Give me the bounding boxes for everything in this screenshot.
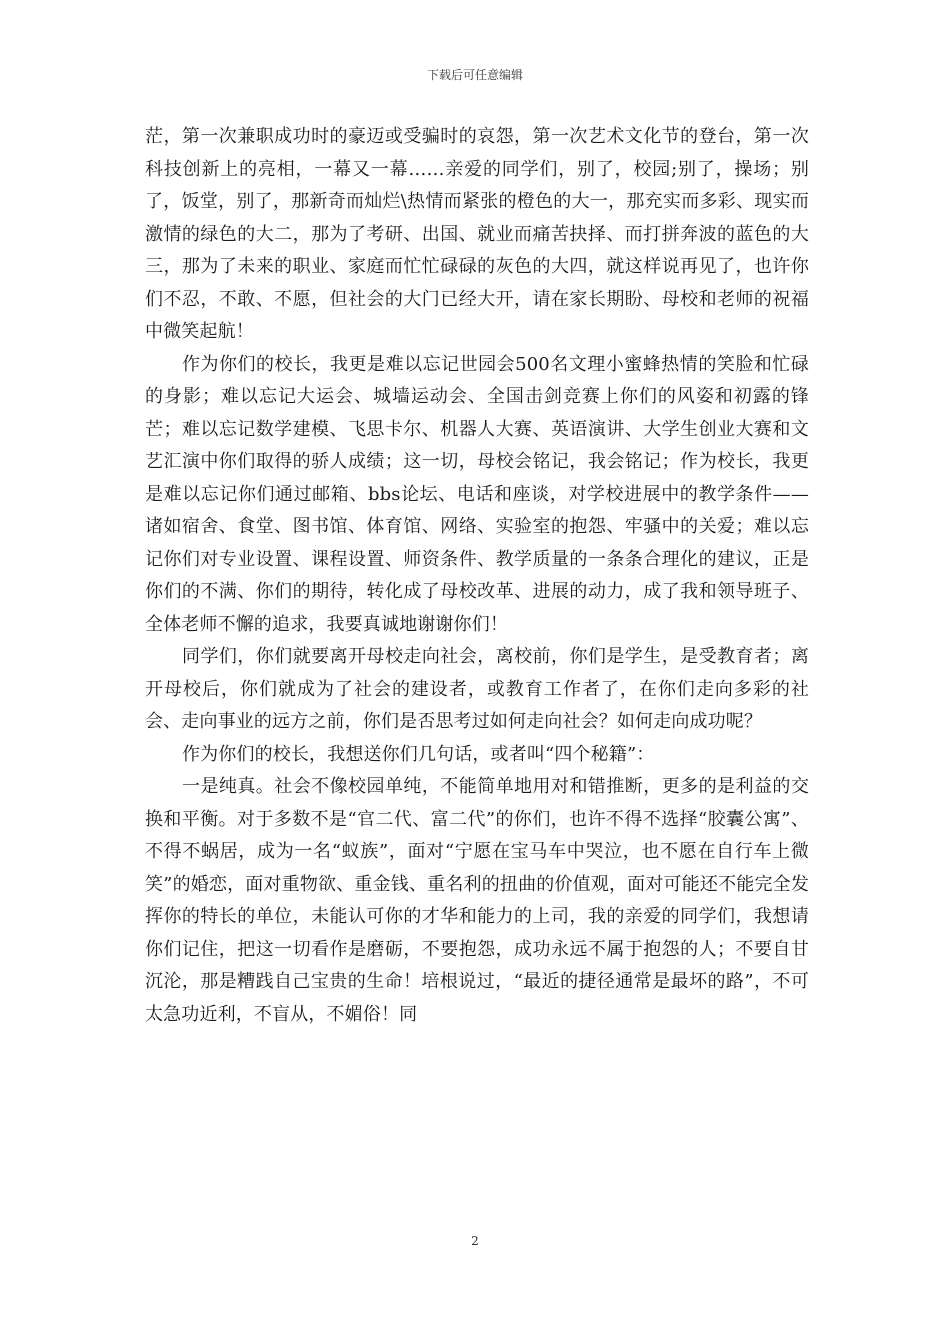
paragraph-2: 作为你们的校长，我更是难以忘记世园会500名文理小蜜蜂热情的笑脸和忙碌的身影；难以忘记大运会、城墙运动会、全国击剑竞赛上你们的风姿和初露的锋芒；难以忘记数学建模、飞思卡尔、机器人大赛、英语演讲、大学生创业大赛和文艺汇演中你们取得的骄人成绩；这一切，母校会铭记，我会铭记；作为校长，我更是难以忘记你们通过邮箱、bbs论坛、电话和座谈，对学校进展中的教学条件——诸如宿舍、食堂、图书馆、体育馆、网络、实验室的抱怨、牢骚中的关爱；难以忘记你们对专业设置、课程设置、师资条件、教学质量的一条条合理化的建议，正是你们的不满、你们的期待，转化成了母校改革、进展的动力，成了我和领导班子、全体老师不懈的追求，我要真诚地谢谢你们！ bbox=[145, 353, 809, 635]
page-header: 下载后可任意编辑 bbox=[426, 68, 523, 82]
document-body bbox=[145, 121, 809, 1031]
paragraph-3: 同学们，你们就要离开母校走向社会，离校前，你们是学生，是受教育者；离开母校后，你们就成为了社会的建设者，或教育工作者了，在你们走向多彩的社会、走向事业的远方之前，你们是否思考过如何走向社会？如何走向成功呢？ bbox=[145, 646, 809, 732]
paragraph-1: 茫，第一次兼职成功时的豪迈或受骗时的哀怨，第一次艺术文化节的登台，第一次科技创新上的亮相，一幕又一幕……亲爱的同学们，别了，校园;别了，操场；别了，饭堂，别了，那新奇而灿烂\热情而紧张的橙色的大一，那充实而多彩、现实而激情的绿色的大二，那为了考研、出国、就业而痛苦抉择、而打拼奔波的蓝色的大三，那为了未来的职业、家庭而忙忙碌碌的灰色的大四，就这样说再见了，也许你们不忍，不敢、不愿，但社会的大门已经大开，请在家长期盼、母校和老师的祝福中微笑起航！ bbox=[145, 126, 809, 342]
paragraph-5: 一是纯真。社会不像校园单纯，不能简单地用对和错推断，更多的是利益的交换和平衡。对于多数不是“官二代、富二代”的你们，也许不得不选择“胶囊公寓”、不得不蜗居，成为一名“蚁族”，面对“宁愿在宝马车中哭泣，也不愿在自行车上微笑”的婚恋，面对重物欲、重金钱、重名利的扭曲的价值观，面对可能还不能完全发挥你的特长的单位，未能认可你的才华和能力的上司，我的亲爱的同学们，我想请你们记住，把这一切看作是磨砺，不要抱怨，成功永远不属于抱怨的人；不要自甘沉沦，那是糟践自己宝贵的生命！培根说过，“最近的捷径通常是最坏的路”，不可太急功近利，不盲从，不媚俗！同 bbox=[145, 776, 809, 1025]
paragraph-4: 作为你们的校长，我想送你们几句话，或者叫“四个秘籍”： bbox=[182, 743, 655, 765]
page-number: 2 bbox=[471, 1234, 479, 1248]
